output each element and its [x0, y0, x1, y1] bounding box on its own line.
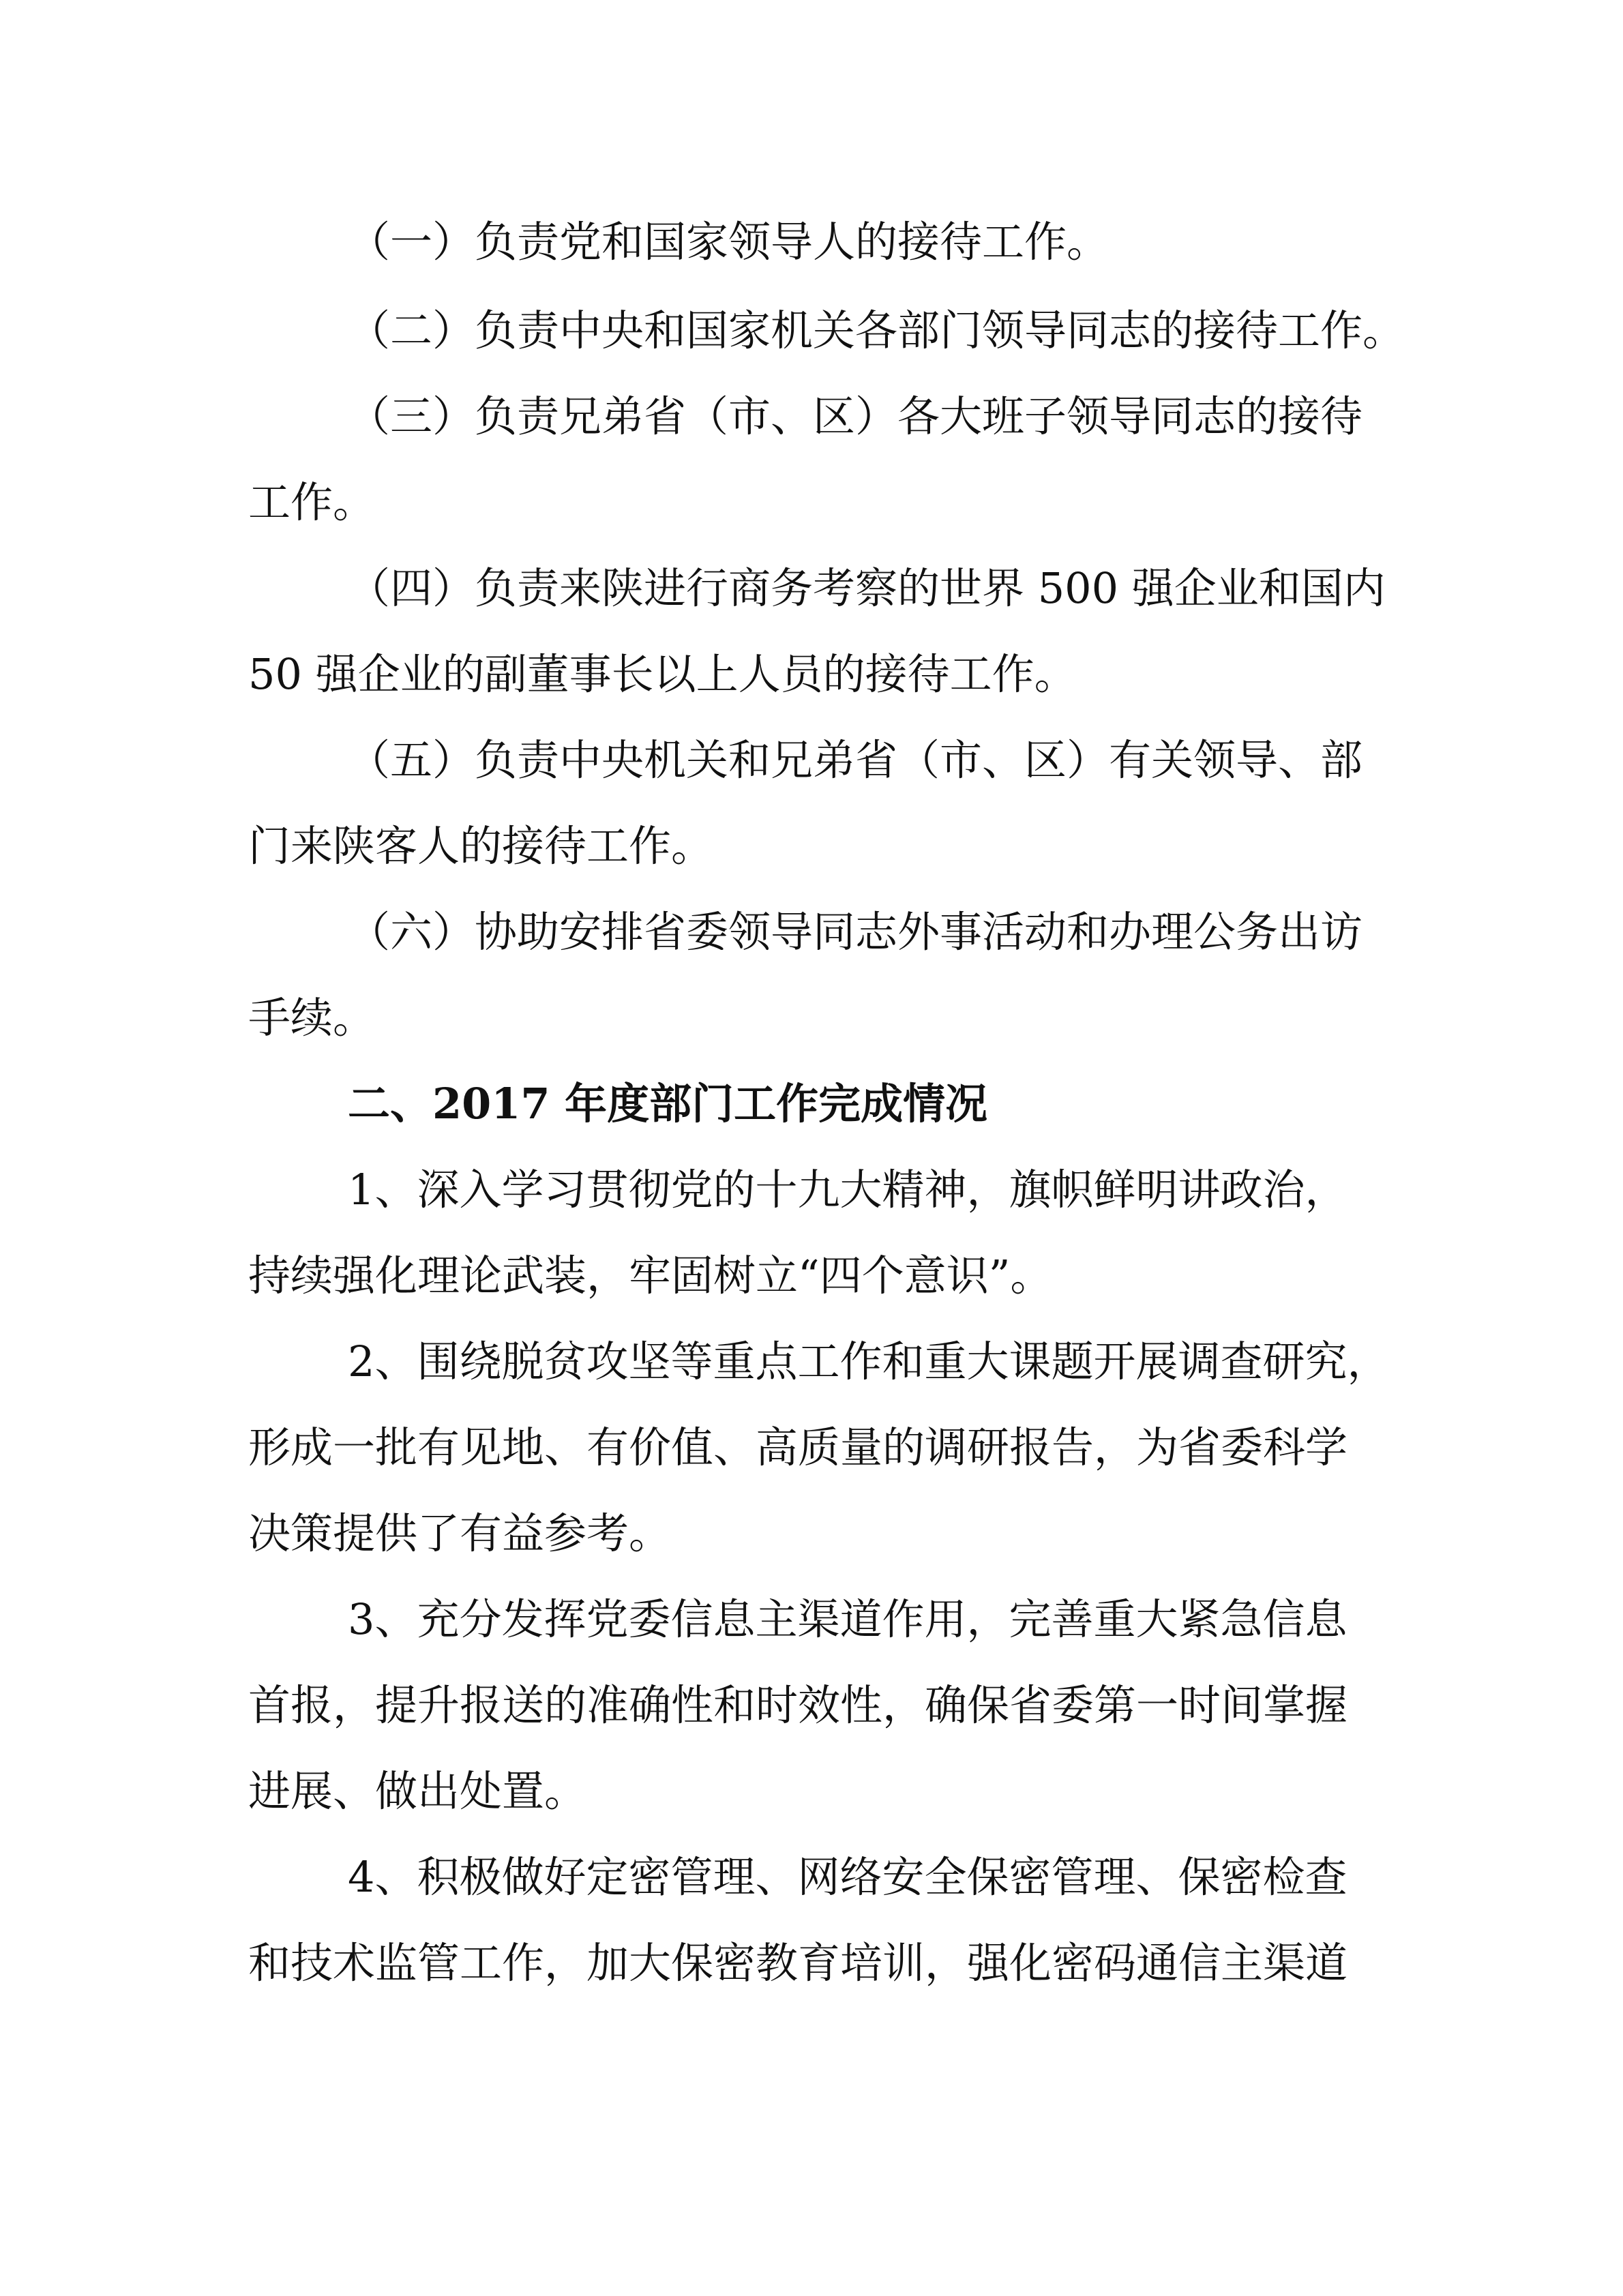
work-item-3-continued-a: 首报，提升报送的准确性和时效性，确保省委第一时间掌握 — [248, 1680, 1348, 1730]
duty-item-6: （六）协助安排省委领导同志外事活动和办理公务出访 — [348, 907, 1363, 957]
duty-item-4-continued: 50 强企业的副董事长以上人员的接待工作。 — [248, 649, 1077, 699]
duty-item-2: （二）负责中央和国家机关各部门领导同志的接待工作。 — [348, 305, 1405, 355]
work-item-2-continued-a: 形成一批有见地、有价值、高质量的调研报告，为省委科学 — [248, 1422, 1348, 1472]
duty-item-5: （五）负责中央机关和兄弟省（市、区）有关领导、部 — [348, 735, 1363, 785]
work-item-2: 2、围绕脱贫攻坚等重点工作和重大课题开展调查研究， — [348, 1337, 1390, 1386]
work-item-4-continued: 和技术监管工作，加大保密教育培训，强化密码通信主渠道 — [248, 1938, 1348, 1988]
work-item-3-continued-b: 进展、做出处置。 — [248, 1766, 587, 1816]
work-item-1: 1、深入学习贯彻党的十九大精神，旗帜鲜明讲政治， — [348, 1165, 1347, 1214]
work-item-3: 3、充分发挥党委信息主渠道作用，完善重大紧急信息 — [348, 1594, 1347, 1644]
duty-item-4: （四）负责来陕进行商务考察的世界 500 强企业和国内 — [348, 563, 1386, 613]
duty-item-6-continued: 手续。 — [248, 993, 376, 1043]
duty-item-3: （三）负责兄弟省（市、区）各大班子领导同志的接待 — [348, 391, 1363, 441]
duty-item-3-continued: 工作。 — [248, 477, 376, 527]
work-item-2-continued-b: 决策提供了有益参考。 — [248, 1508, 672, 1558]
work-item-1-continued: 持续强化理论武装，牢固树立“四个意识”。 — [248, 1251, 1053, 1300]
work-item-4: 4、积极做好定密管理、网络安全保密管理、保密检查 — [348, 1852, 1347, 1902]
duty-item-5-continued: 门来陕客人的接待工作。 — [248, 821, 714, 871]
duty-item-1: （一）负责党和国家领导人的接待工作。 — [348, 217, 1110, 267]
section-heading: 二、2017 年度部门工作完成情况 — [348, 1079, 988, 1129]
